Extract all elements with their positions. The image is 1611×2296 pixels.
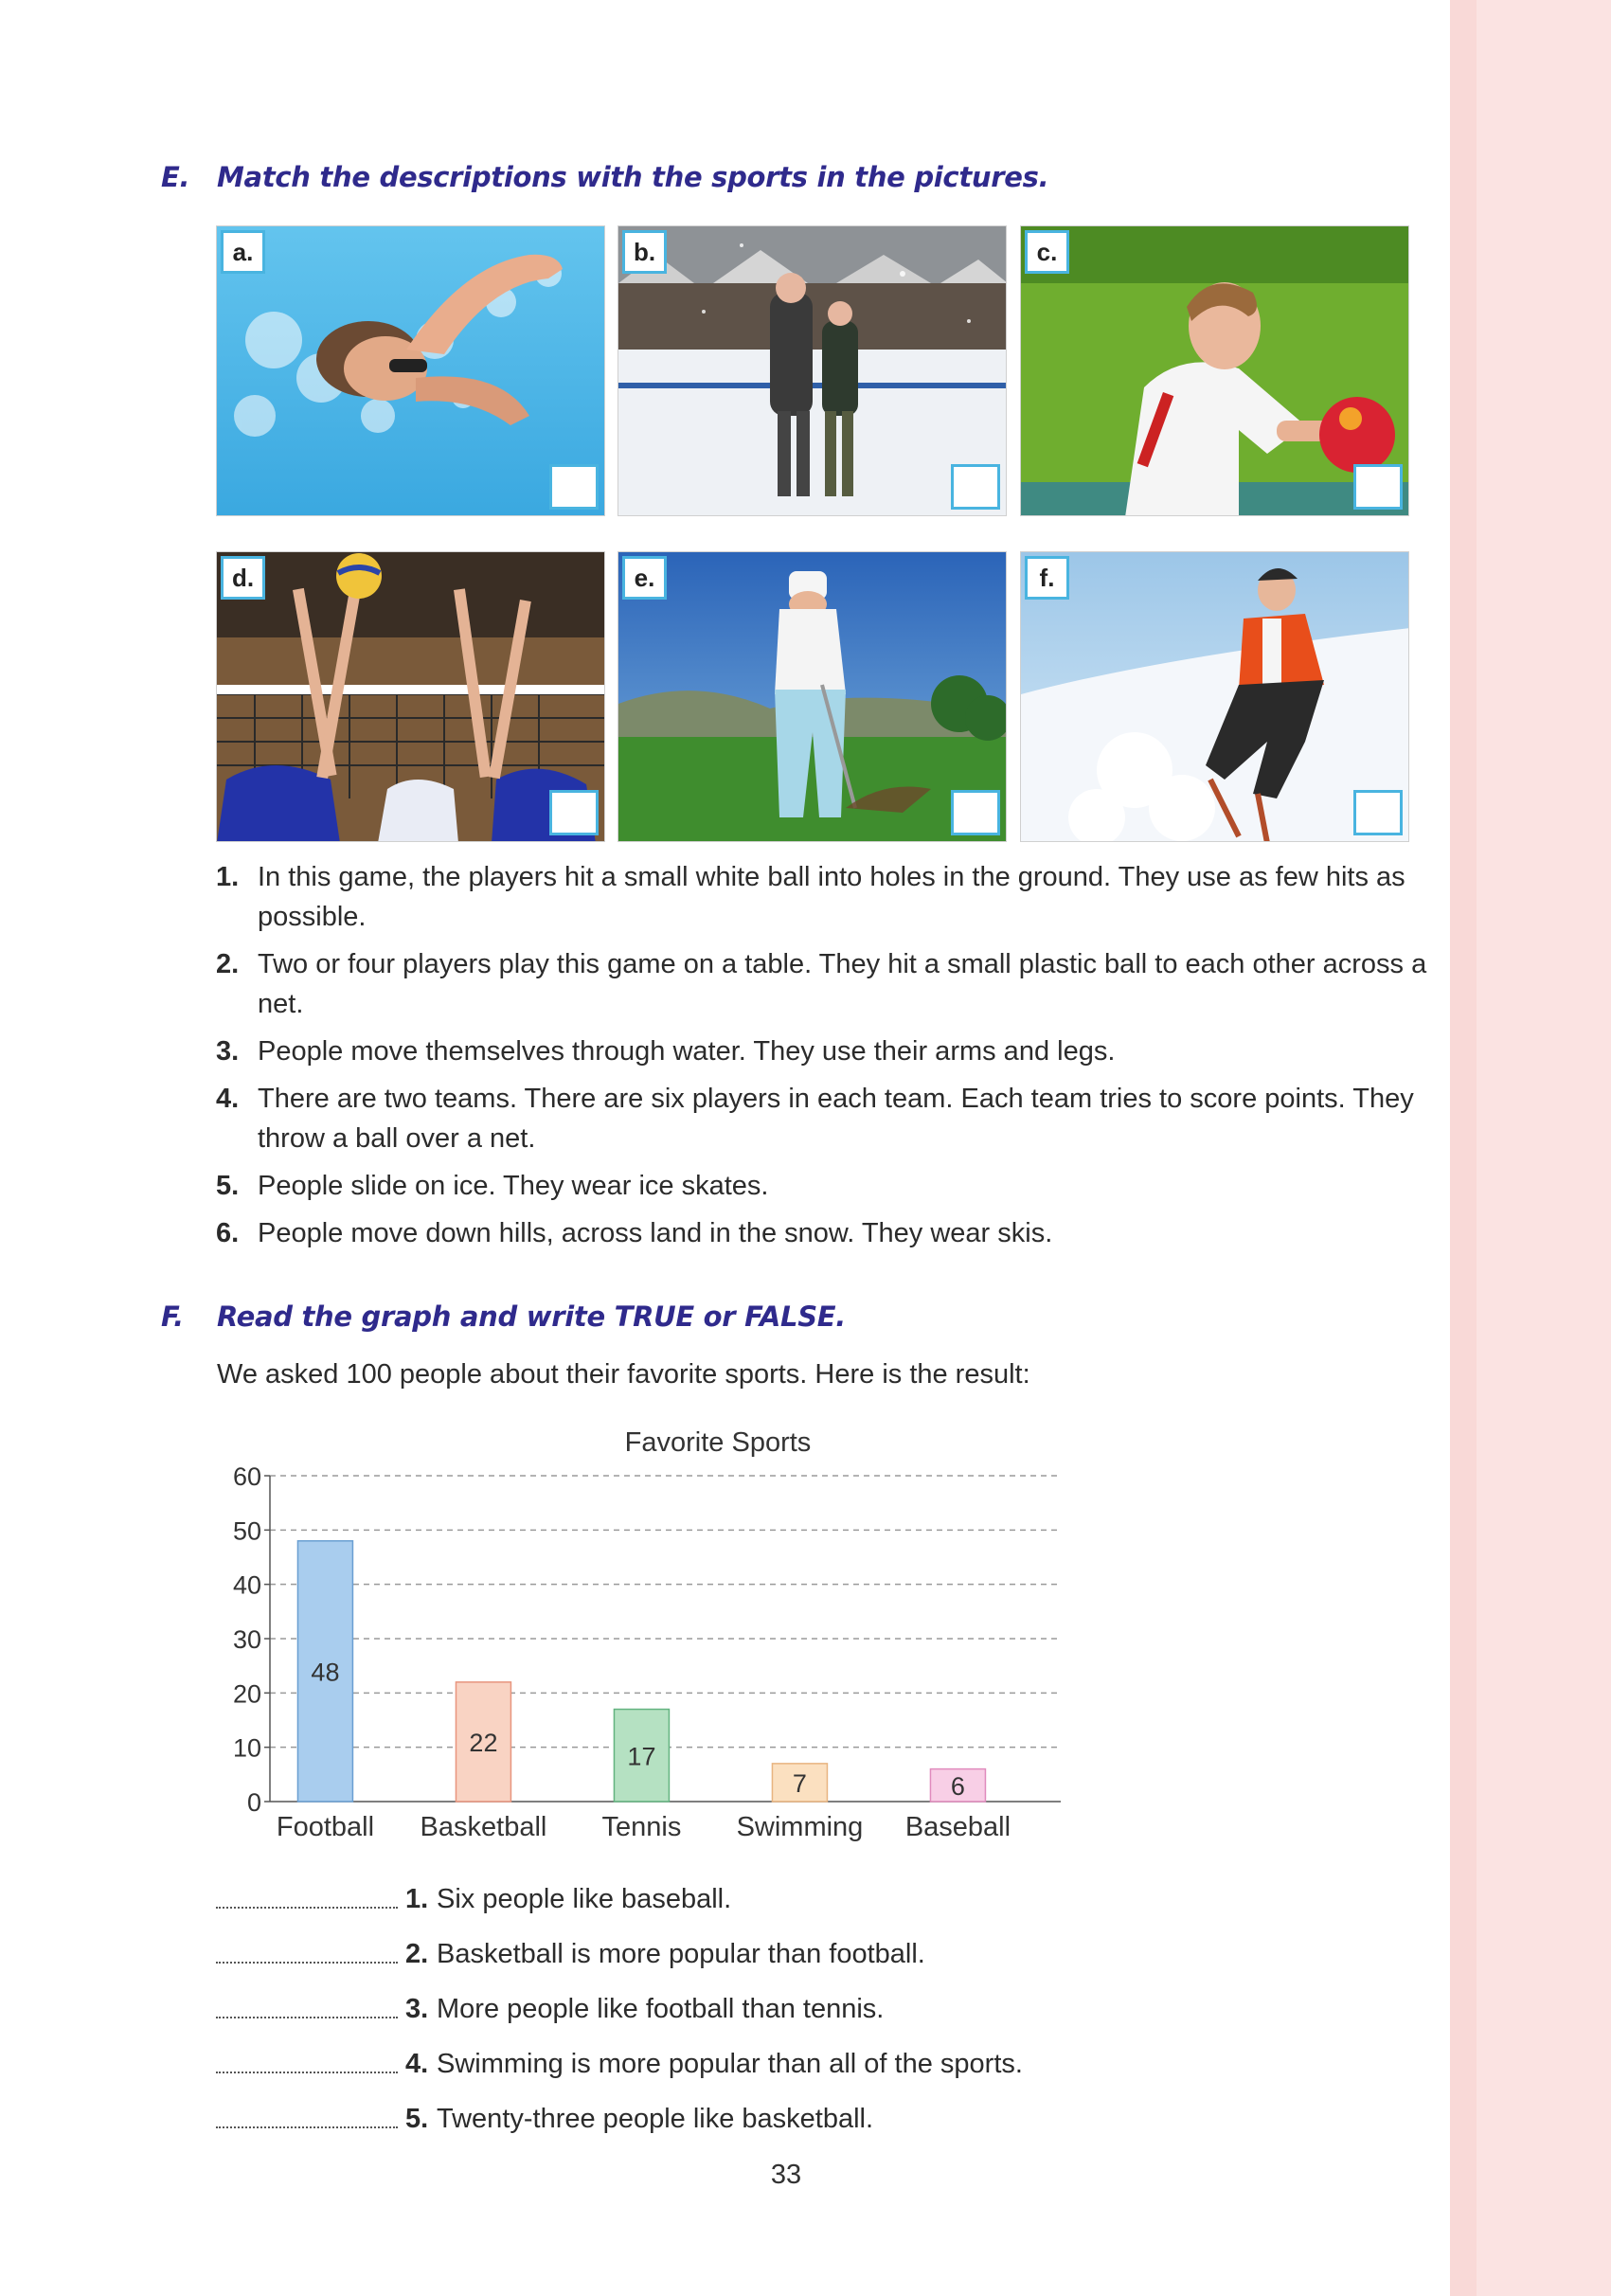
page-number: 33	[770, 2160, 802, 2190]
section-e-letter: E.	[161, 161, 190, 193]
data-label: 6	[950, 1771, 965, 1801]
page-margin-strip	[1450, 0, 1611, 2296]
description-number: 5.	[216, 1171, 240, 1201]
description-item	[216, 1079, 1438, 1158]
picture-f-skiing	[1020, 551, 1409, 842]
description-item	[216, 944, 1438, 1024]
y-tick-label: 60	[232, 1462, 261, 1491]
statement-number: 1.	[405, 1884, 429, 1914]
picture-d-volleyball	[216, 551, 605, 842]
data-label: 17	[627, 1742, 656, 1771]
picture-b-label: b.	[622, 230, 667, 274]
y-tick-label: 50	[232, 1516, 261, 1546]
true-false-item	[216, 1933, 1258, 1988]
data-label: 48	[311, 1658, 340, 1687]
answer-blank[interactable]	[216, 1962, 398, 1964]
section-e-instruction: Match the descriptions with the sports in the pictures.	[217, 161, 1049, 193]
picture-c-table-tennis	[1020, 225, 1409, 516]
description-text: People slide on ice. They wear ice skates.	[258, 1171, 769, 1201]
category-label: Swimming	[736, 1812, 864, 1842]
picture-a-swimming	[216, 225, 605, 516]
picture-d-label: d.	[221, 556, 265, 600]
description-item	[216, 857, 1438, 937]
statement-text: Swimming is more popular than all of the sports.	[437, 2049, 1023, 2079]
true-false-list	[216, 1878, 1258, 2153]
description-number: 3.	[216, 1036, 240, 1067]
chart-title: Favorite Sports	[624, 1427, 812, 1458]
description-text: People move down hills, across land in the snow. They wear skis.	[258, 1218, 1053, 1248]
golf-image	[618, 552, 1007, 842]
statement-text: Six people like baseball.	[437, 1884, 732, 1914]
description-number: 6.	[216, 1218, 240, 1248]
description-number: 2.	[216, 949, 240, 979]
picture-c-answer-box[interactable]	[1353, 464, 1403, 510]
statement-number: 2.	[405, 1939, 429, 1969]
statement-number: 5.	[405, 2104, 429, 2134]
picture-d-answer-box[interactable]	[549, 790, 599, 835]
statement-text: Basketball is more popular than football.	[437, 1939, 925, 1969]
description-text: Two or four players play this game on a table. They hit a small plastic ball to each other across a net.	[258, 949, 1427, 1019]
description-text: People move themselves through water. They use their arms and legs.	[258, 1036, 1116, 1067]
picture-a-label: a.	[221, 230, 265, 274]
data-label: 22	[469, 1728, 498, 1757]
answer-blank[interactable]	[216, 2017, 398, 2018]
picture-b-ice-skating	[618, 225, 1007, 516]
description-item	[216, 1166, 1438, 1206]
picture-e-label: e.	[622, 556, 667, 600]
y-tick-label: 30	[232, 1625, 261, 1654]
description-item	[216, 1031, 1438, 1071]
description-item	[216, 1213, 1438, 1253]
category-label: Football	[276, 1812, 375, 1842]
y-tick-label: 20	[232, 1679, 261, 1709]
answer-blank[interactable]	[216, 1907, 398, 1909]
true-false-item	[216, 1988, 1258, 2043]
statement-text: Twenty-three people like basketball.	[437, 2104, 874, 2134]
true-false-item	[216, 2098, 1258, 2153]
picture-e-golf	[618, 551, 1007, 842]
statement-number: 3.	[405, 1994, 429, 2024]
category-label: Tennis	[601, 1812, 682, 1842]
section-f-letter: F.	[161, 1300, 184, 1333]
data-label: 7	[792, 1768, 807, 1798]
y-tick-label: 10	[232, 1733, 261, 1763]
picture-a-answer-box[interactable]	[549, 464, 599, 510]
y-tick-label: 0	[246, 1788, 261, 1817]
section-f-instruction: Read the graph and write TRUE or FALSE.	[217, 1300, 847, 1333]
category-label: Baseball	[904, 1812, 1011, 1842]
y-tick-label: 40	[232, 1570, 261, 1600]
statement-number: 4.	[405, 2049, 429, 2079]
description-number: 1.	[216, 862, 240, 892]
ice-skating-image	[618, 226, 1007, 516]
statement-text: More people like football than tennis.	[437, 1994, 885, 2024]
skiing-image	[1021, 552, 1409, 842]
answer-blank[interactable]	[216, 2072, 398, 2073]
description-number: 4.	[216, 1084, 240, 1114]
favorite-sports-chart	[218, 1416, 1070, 1852]
description-text: In this game, the players hit a small white ball into holes in the ground. They use as few hits as possible.	[258, 862, 1405, 932]
table-tennis-image	[1021, 226, 1409, 516]
picture-b-answer-box[interactable]	[951, 464, 1000, 510]
picture-c-label: c.	[1025, 230, 1069, 274]
picture-f-answer-box[interactable]	[1353, 790, 1403, 835]
category-label: Basketball	[420, 1812, 547, 1842]
answer-blank[interactable]	[216, 2126, 398, 2128]
picture-e-answer-box[interactable]	[951, 790, 1000, 835]
swimming-image	[217, 226, 605, 516]
true-false-item	[216, 1878, 1258, 1933]
true-false-item	[216, 2043, 1258, 2098]
description-text: There are two teams. There are six players in each team. Each team tries to score points. They throw a ball over a net.	[258, 1084, 1414, 1154]
volleyball-image	[217, 552, 605, 842]
picture-f-label: f.	[1025, 556, 1069, 600]
description-list	[216, 857, 1438, 1261]
page-margin-edge	[1450, 0, 1477, 2296]
survey-intro: We asked 100 people about their favorite sports. Here is the result:	[217, 1359, 1030, 1390]
